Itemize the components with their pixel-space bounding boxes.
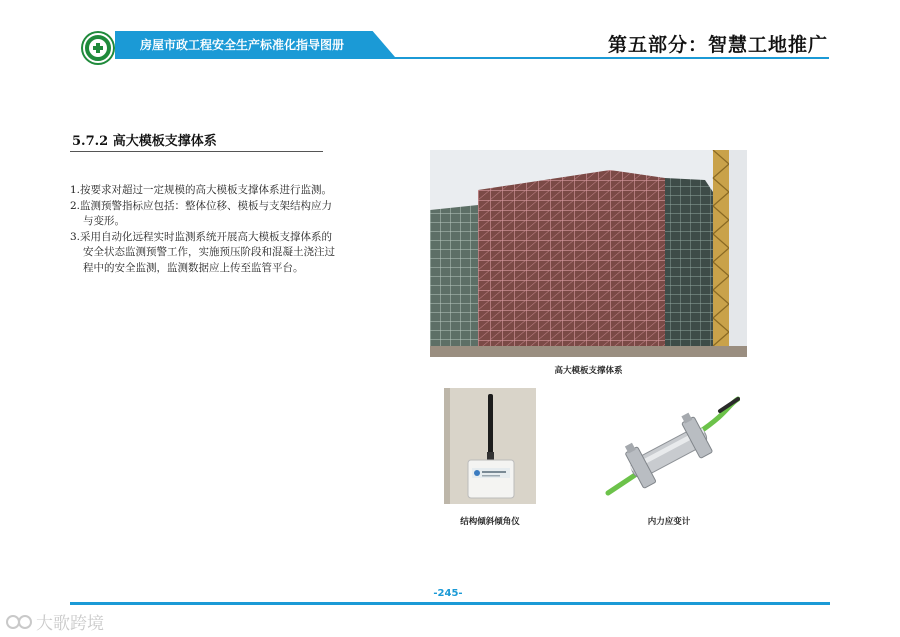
watermark bbox=[6, 609, 104, 636]
inclinometer-photo bbox=[444, 388, 536, 504]
subsection-heading: 5.7.2 高大模板支撑体系 bbox=[72, 134, 217, 149]
requirement-list bbox=[70, 183, 342, 277]
scaffold-caption: 高大模板支撑体系 bbox=[554, 366, 623, 376]
strain-gauge-photo bbox=[598, 393, 740, 503]
watermark-text: 大歌跨境 bbox=[36, 614, 104, 634]
logo bbox=[83, 33, 113, 63]
scaffold-photo bbox=[430, 150, 747, 357]
list-item: 2.监测预警指标应包括：整体位移、模板与支架结构应力与变形。 bbox=[70, 199, 333, 228]
list-item: 1.按要求对超过一定规模的高大模板支撑体系进行监测。 bbox=[70, 184, 333, 196]
strain-gauge-caption: 内力应变计 bbox=[647, 517, 691, 527]
inclinometer-caption: 结构倾斜倾角仪 bbox=[460, 517, 520, 527]
heading-rule bbox=[70, 151, 323, 152]
list-item: 3.采用自动化远程实时监测系统开展高大模板支撑体系的安全状态监测预警工作，实施预压阶段和混凝土浇注过程中的安全监测，监测数据应上传至监管平台。 bbox=[70, 230, 335, 274]
page-number: -245- bbox=[433, 588, 463, 599]
manual-title: 房屋市政工程安全生产标准化指导图册 bbox=[140, 38, 345, 52]
footer-rule bbox=[70, 602, 830, 605]
section-title: 第五部分：智慧工地推广 bbox=[607, 34, 828, 56]
watermark-icon bbox=[6, 613, 32, 636]
header-rule bbox=[115, 57, 829, 59]
